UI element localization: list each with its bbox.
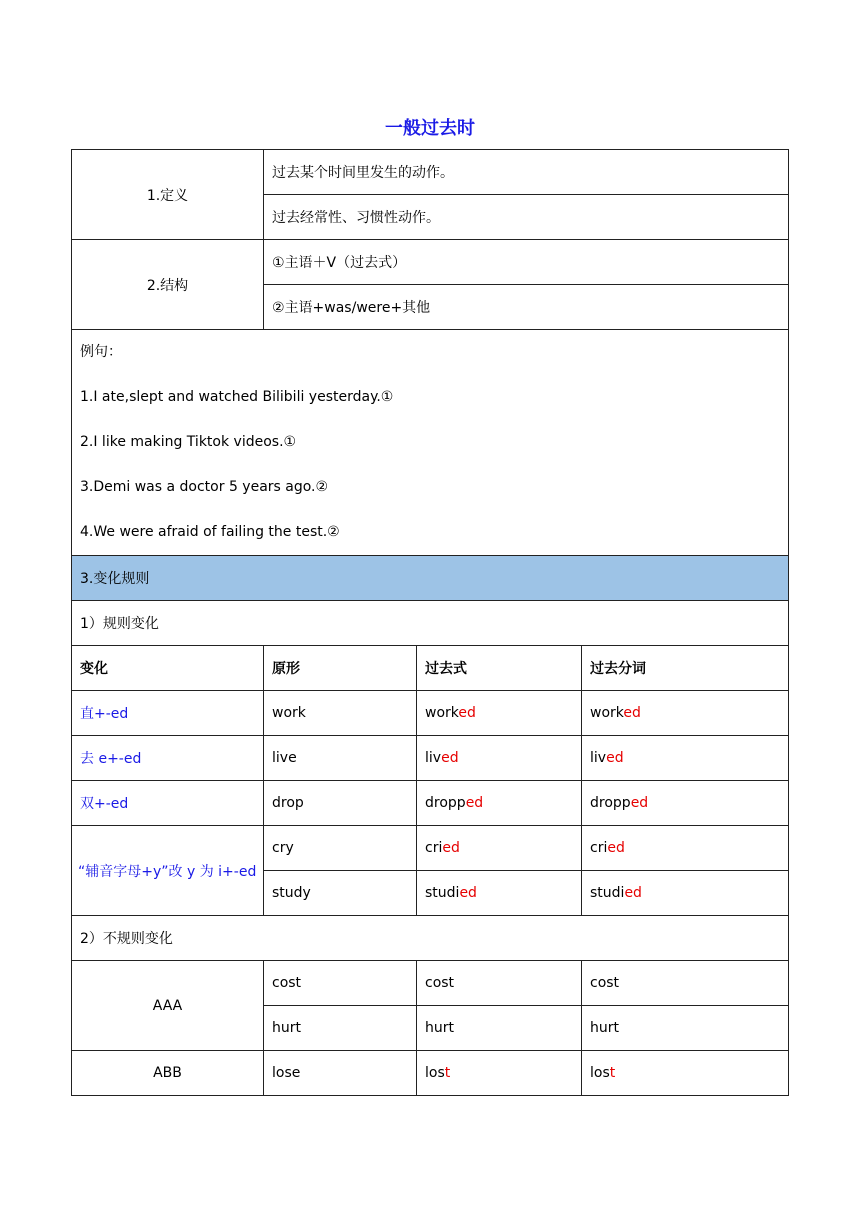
form-cell <box>582 826 789 871</box>
form-cell <box>582 691 789 736</box>
rule-cell: 双+-ed <box>72 781 264 826</box>
rule-cell: 去 e+-ed <box>72 736 264 781</box>
table-row <box>72 736 789 781</box>
form-cell <box>582 781 789 826</box>
stem-text: hurt <box>590 1020 619 1036</box>
rule-cell: 直+-ed <box>72 691 264 736</box>
definition-line: 过去经常性、习惯性动作。 <box>264 195 789 240</box>
form-cell <box>417 691 582 736</box>
suffix-text: t <box>609 1065 616 1081</box>
subheading-row <box>72 601 789 646</box>
structure-line: ①主语＋V（过去式） <box>264 240 789 285</box>
example-sentence: 4.We were afraid of failing the test.② <box>80 524 340 540</box>
stem-text: studi <box>425 885 460 901</box>
suffix-text: ed <box>623 705 641 721</box>
suffix-text: ed <box>624 885 642 901</box>
stem-text: work <box>425 705 459 721</box>
example-sentence: 3.Demi was a doctor 5 years ago.② <box>80 479 329 495</box>
structure-row <box>72 240 789 285</box>
table-row <box>72 781 789 826</box>
structure-label: 2.结构 <box>72 240 264 330</box>
example-sentence: 1.I ate,slept and watched Bilibili yesterday.① <box>80 389 394 405</box>
stem-text: cost <box>425 975 455 991</box>
stem-text: hurt <box>425 1020 454 1036</box>
subheading-row <box>72 916 789 961</box>
section-row <box>72 556 789 601</box>
rule-cell: “辅音字母+y”改 y 为 i+-ed <box>72 826 264 916</box>
header-row <box>72 646 789 691</box>
form-cell <box>264 736 417 781</box>
form-cell <box>264 781 417 826</box>
section-title: 3.变化规则 <box>72 556 789 601</box>
pattern-cell: ABB <box>72 1051 264 1096</box>
stem-text: work <box>272 705 306 721</box>
stem-text: lose <box>272 1065 301 1081</box>
suffix-text: ed <box>459 885 477 901</box>
stem-text: cost <box>272 975 302 991</box>
form-cell <box>417 826 582 871</box>
form-cell <box>582 1051 789 1096</box>
form-cell <box>582 1006 789 1051</box>
table-row <box>72 961 789 1006</box>
stem-text: live <box>272 750 297 766</box>
stem-text: study <box>272 885 311 901</box>
stem-text: studi <box>590 885 625 901</box>
stem-text: cri <box>425 840 443 856</box>
suffix-text: t <box>444 1065 451 1081</box>
stem-text: work <box>590 705 624 721</box>
example-sentence: 2.I like making Tiktok videos.① <box>80 434 297 450</box>
table-row <box>72 691 789 736</box>
form-cell <box>582 736 789 781</box>
stem-text: drop <box>272 795 304 811</box>
table-row <box>72 1051 789 1096</box>
form-cell <box>417 1051 582 1096</box>
stem-text: cost <box>590 975 620 991</box>
form-cell <box>264 1051 417 1096</box>
suffix-text: ed <box>607 840 625 856</box>
column-header: 过去分词 <box>582 646 789 691</box>
suffix-text: ed <box>606 750 624 766</box>
stem-text: los <box>425 1065 445 1081</box>
form-cell <box>417 961 582 1006</box>
form-cell <box>417 1006 582 1051</box>
form-cell <box>417 871 582 916</box>
stem-text: cri <box>590 840 608 856</box>
column-header: 原形 <box>264 646 417 691</box>
form-cell <box>264 691 417 736</box>
stem-text: cry <box>272 840 294 856</box>
stem-text: hurt <box>272 1020 301 1036</box>
suffix-text: ed <box>465 795 484 811</box>
definition-label: 1.定义 <box>72 150 264 240</box>
column-header: 过去式 <box>417 646 582 691</box>
examples-row <box>72 330 789 556</box>
irregular-heading: 2）不规则变化 <box>72 916 789 961</box>
pattern-cell: AAA <box>72 961 264 1051</box>
suffix-text: ed <box>630 795 649 811</box>
form-cell <box>417 781 582 826</box>
regular-heading: 1）规则变化 <box>72 601 789 646</box>
table-row <box>72 826 789 871</box>
definition-row <box>72 150 789 195</box>
stem-text: dropp <box>425 795 466 811</box>
stem-text: dropp <box>590 795 631 811</box>
form-cell <box>264 961 417 1006</box>
form-cell <box>582 871 789 916</box>
form-cell <box>417 736 582 781</box>
page-title: 一般过去时 <box>385 118 475 139</box>
grammar-table <box>71 149 789 1096</box>
definition-line: 过去某个时间里发生的动作。 <box>264 150 789 195</box>
stem-text: liv <box>590 750 607 766</box>
suffix-text: ed <box>442 840 460 856</box>
form-cell <box>582 961 789 1006</box>
stem-text: liv <box>425 750 442 766</box>
examples-heading: 例句： <box>80 344 122 360</box>
form-cell <box>264 871 417 916</box>
suffix-text: ed <box>441 750 459 766</box>
form-cell <box>264 1006 417 1051</box>
stem-text: los <box>590 1065 610 1081</box>
suffix-text: ed <box>458 705 476 721</box>
form-cell <box>264 826 417 871</box>
structure-line: ②主语+was/were+其他 <box>264 285 789 330</box>
examples-cell <box>72 330 789 556</box>
column-header: 变化 <box>72 646 264 691</box>
